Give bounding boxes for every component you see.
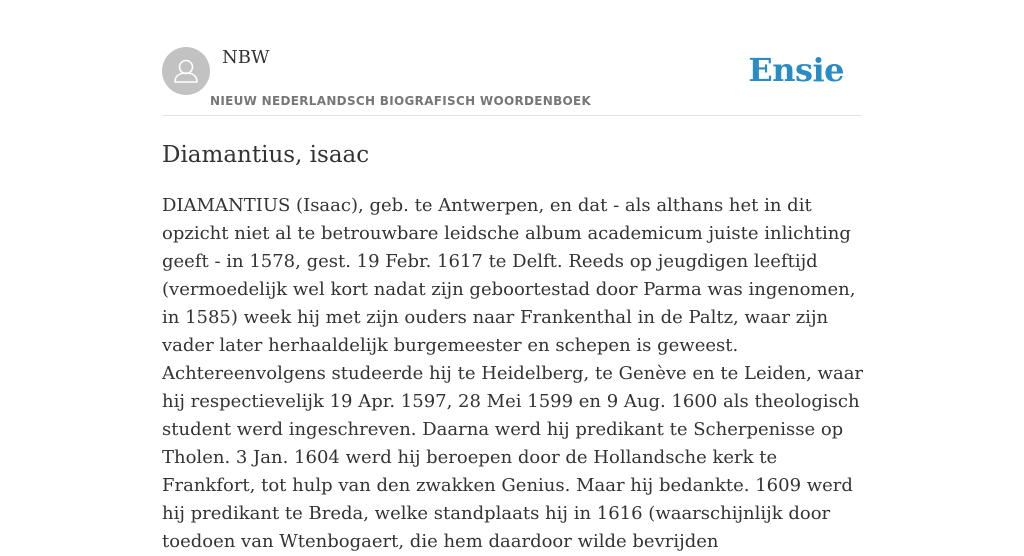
article-header <box>162 46 862 116</box>
author-name[interactable]: NBW <box>222 47 270 68</box>
avatar[interactable] <box>162 47 210 95</box>
article-body: DIAMANTIUS (Isaac), geb. te Antwerpen, en dat - als althans het in dit opzicht niet al te betrouwbare leidsche album academicum juiste inlichting geeft - in 1578, gest. 19 Febr. 1617 te Delft. Reeds op jeugdigen leeftijd (vermoedelijk wel kort nadat zijn geboortestad door Parma was ingenomen, in 1585) week hij met zijn ouders naar Frankenthal in de Paltz, waar zijn vader later herhaaldelijk burgemeester en schepen is geweest. Achtereenvolgens studeerde hij te Heidelberg, te Genève en te Leiden, waar hij respectievelijk 19 Apr. 1597, 28 Mei 1599 en 9 Aug. 1600 als theologisch student werd ingeschreven. Daarna werd hij predikant te Scherpenisse op Tholen. 3 Jan. 1604 werd hij beroepen door de Hollandsche kerk te Frankfort, tot hulp van den zwakken Genius. Maar hij bedankte. 1609 werd hij predikant te Breda, welke standplaats hij in 1616 (waarschijnlijk door toedoen van Wtenbogaert, die hem daardoor wilde bevrijden <box>162 195 864 552</box>
user-icon <box>162 47 210 95</box>
ensie-logo[interactable]: Ensie <box>748 51 844 89</box>
source-name[interactable]: NIEUW NEDERLANDSCH BIOGRAFISCH WOORDENBOEK <box>210 94 592 108</box>
page-title: Diamantius, isaac <box>162 142 370 168</box>
